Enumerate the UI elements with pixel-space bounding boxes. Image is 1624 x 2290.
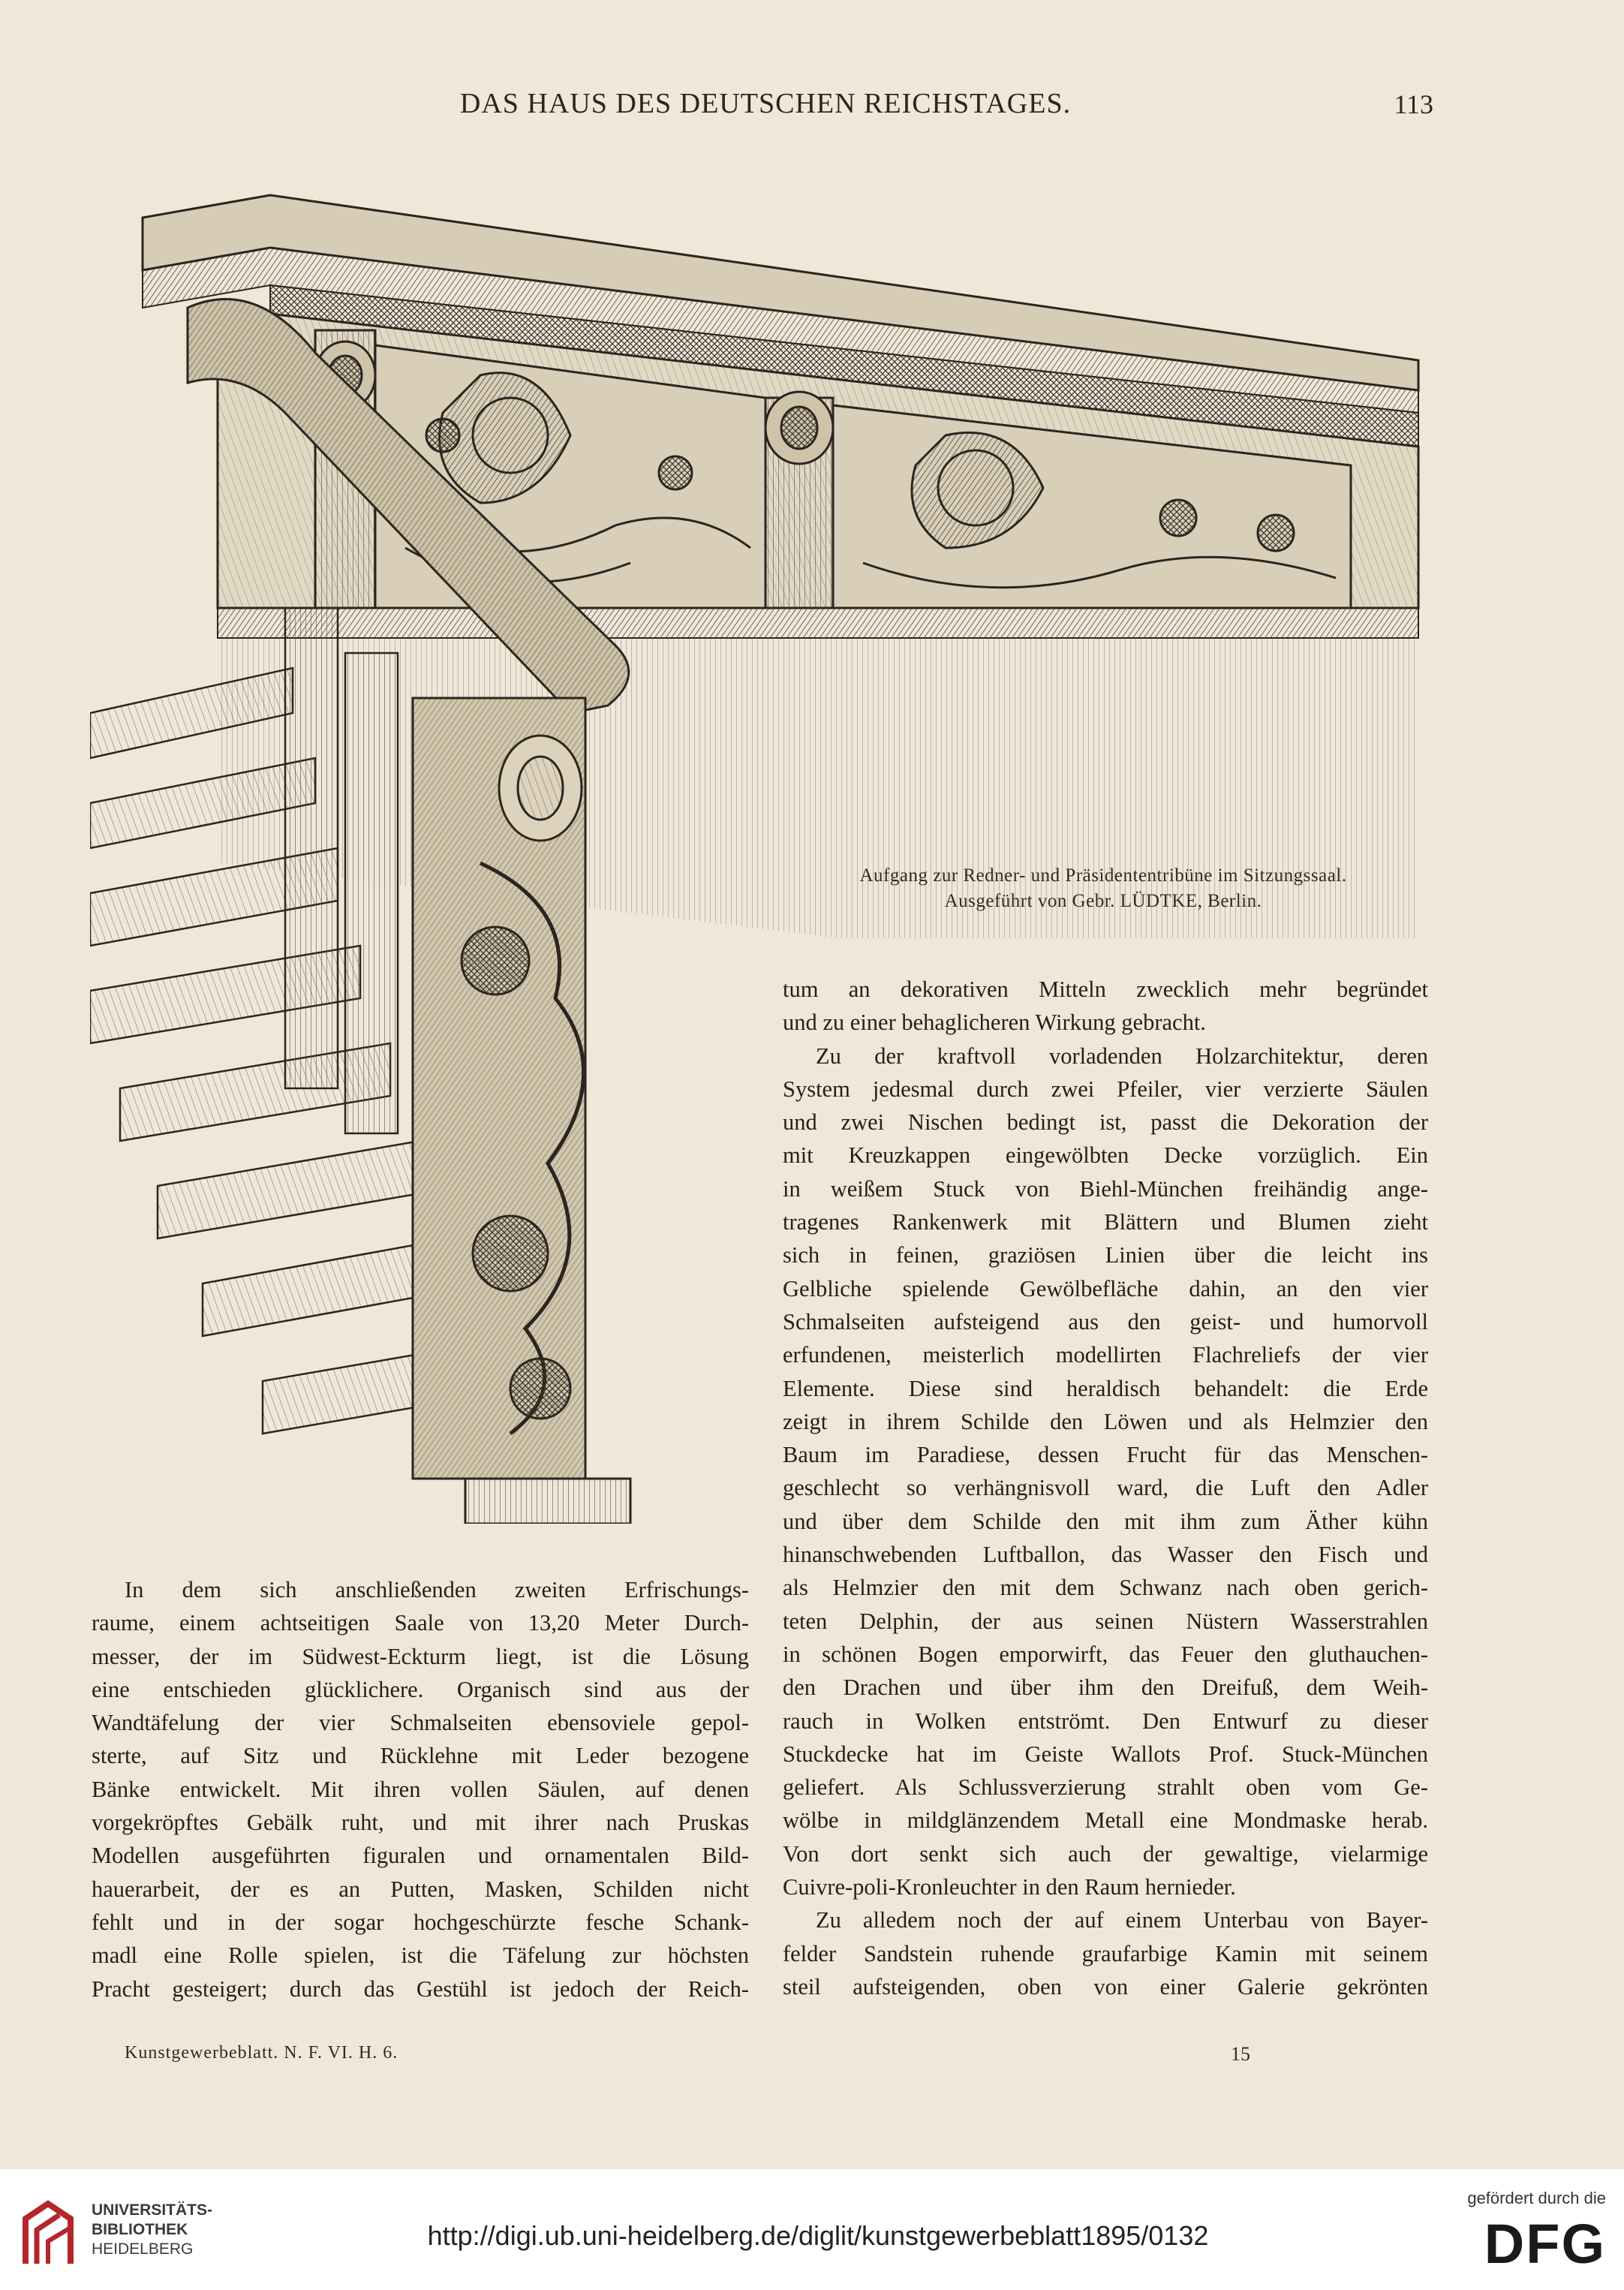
text-line: hinanschwebenden Luftballon, das Wasser den Fisch und (783, 1542, 1428, 1568)
text-line: in weißem Stuck von Biehl-München freihändig ange- (783, 1175, 1428, 1202)
text-line: Wandtäfelung der vier Schmalseiten ebensoviele gepol- (92, 1710, 749, 1736)
footer-signature: 15 (1231, 2043, 1250, 2065)
digitization-bar (0, 2169, 1624, 2290)
text-line: Schmalseiten aufsteigend aus den geist- und humorvoll (783, 1308, 1428, 1335)
text-line: geschlecht so verhängnisvoll ward, die Luft den Adler (783, 1475, 1428, 1501)
text-line: Zu der kraftvoll vorladenden Holzarchitektur, deren (816, 1043, 1428, 1069)
text-line: In dem sich anschließenden zweiten Erfrischungs- (125, 1577, 749, 1602)
text-line: madl eine Rolle spielen, ist die Täfelung zur höchsten (92, 1942, 749, 1969)
university-library-name (92, 2201, 212, 2259)
text-line: erfundenen, meisterlich modellirten Flachreliefs der vier (783, 1342, 1428, 1368)
text-line: zeigt in ihrem Schilde den Löwen und als Helmzier den (783, 1408, 1428, 1434)
library-line-2: BIBLIOTHEK (92, 2221, 188, 2238)
text-line: in schönen Bogen emporwirft, das Feuer den gluthauchen- (783, 1641, 1428, 1667)
caption-line-1: Aufgang zur Redner- und Präsidententribüne im Sitzungssaal. (859, 865, 1347, 886)
text-line: Von dort senkt sich auch der gewaltige, vielarmige (783, 1840, 1428, 1867)
text-line: geliefert. Als Schlussverzierung strahlt oben vom Ge- (783, 1774, 1428, 1801)
right-text-column (783, 973, 1428, 2003)
page-number: 113 (1394, 89, 1433, 119)
text-line: Bänke entwickelt. Mit ihren vollen Säulen, auf denen (92, 1776, 749, 1802)
text-line: steil aufsteigenden, oben von einer Galerie gekrönten (783, 1973, 1428, 2000)
text-line: und zwei Nischen bedingt ist, passt die Dekoration der (783, 1109, 1428, 1136)
text-line: Baum im Paradiese, dessen Frucht für das Menschen- (783, 1442, 1428, 1468)
text-line: fehlt und in der sogar hochgeschürzte fesche Schank- (92, 1909, 749, 1935)
university-library-logo-icon (18, 2196, 78, 2271)
library-line-3: HEIDELBERG (92, 2240, 194, 2258)
text-line: Gelbliche spielende Gewölbefläche dahin, an den vier (783, 1275, 1428, 1301)
text-line: Elemente. Diese sind heraldisch behandelt: die Erde (783, 1375, 1428, 1401)
text-line: als Helmzier den mit dem Schwanz nach oben gerich- (783, 1575, 1428, 1601)
text-line: Stuckdecke hat im Geiste Wallots Prof. Stuck-München (783, 1741, 1428, 1767)
text-line: den Drachen und über ihm den Dreifuß, dem Weih- (783, 1675, 1428, 1701)
dfg-logo: DFG (1484, 2213, 1606, 2275)
funding-note: gefördert durch die (1467, 2189, 1606, 2207)
text-line: hauerarbeit, der es an Putten, Masken, Schilden nicht (92, 1876, 749, 1902)
text-line: und zu einer behaglicheren Wirkung gebracht. (783, 1010, 1206, 1036)
caption-line-2: Ausgeführt von Gebr. LÜDTKE, Berlin. (944, 891, 1262, 911)
text-line: sich in feinen, graziösen Linien über die leicht ins (783, 1242, 1428, 1268)
text-line: tragenes Rankenwerk mit Blättern und Blumen zieht (783, 1209, 1428, 1235)
text-line: tum an dekorativen Mitteln zwecklich mehr begründet (783, 976, 1428, 1002)
text-line: wölbe in mildglänzendem Metall eine Mondmaske herab. (783, 1807, 1428, 1834)
text-line: teten Delphin, der aus seinen Nüstern Wasserstrahlen (783, 1608, 1428, 1634)
figure-caption (758, 863, 1448, 914)
text-line: raume, einem achtseitigen Saale von 13,20 Meter Durch- (92, 1610, 749, 1636)
text-line: Modellen ausgeführten figuralen und ornamentalen Bild- (92, 1843, 749, 1869)
footer-journal: Kunstgewerbeblatt. N. F. VI. H. 6. (125, 2043, 398, 2063)
text-line: rauch in Wolken entströmt. Den Entwurf zu dieser (783, 1708, 1428, 1734)
running-header-title: DAS HAUS DES DEUTSCHEN REICHSTAGES. (459, 88, 1072, 119)
text-line: eine entschieden glücklichere. Organisch sind aus der (92, 1676, 749, 1702)
permalink-url[interactable]: http://digi.ub.uni-heidelberg.de/diglit/kunstgewerbeblatt1895/0132 (427, 2220, 1209, 2251)
text-line: Pracht gesteigert; durch das Gestühl ist jedoch der Reich- (92, 1976, 749, 2002)
text-line: messer, der im Südwest-Eckturm liegt, ist die Lösung (92, 1643, 749, 1669)
text-line: Cuivre-poli-Kronleuchter in den Raum hernieder. (783, 1874, 1236, 1900)
text-line: Zu alledem noch der auf einem Unterbau von Bayer- (816, 1907, 1428, 1933)
text-line: und über dem Schilde den mit ihm zum Äther kühn (783, 1508, 1428, 1534)
text-line: System jedesmal durch zwei Pfeiler, vier verzierte Säulen (783, 1076, 1428, 1102)
library-line-1: UNIVERSITÄTS- (92, 2201, 213, 2219)
text-line: felder Sandstein ruhende graufarbige Kamin mit seinem (783, 1940, 1428, 1967)
text-line: sterte, auf Sitz und Rücklehne mit Leder bezogene (92, 1743, 749, 1769)
left-text-column (92, 1573, 749, 2006)
text-line: mit Kreuzkappen eingewölbten Decke vorzüglich. Ein (783, 1142, 1428, 1169)
text-line: vorgekröpftes Gebälk ruht, und mit ihrer nach Pruskas (92, 1810, 749, 1836)
